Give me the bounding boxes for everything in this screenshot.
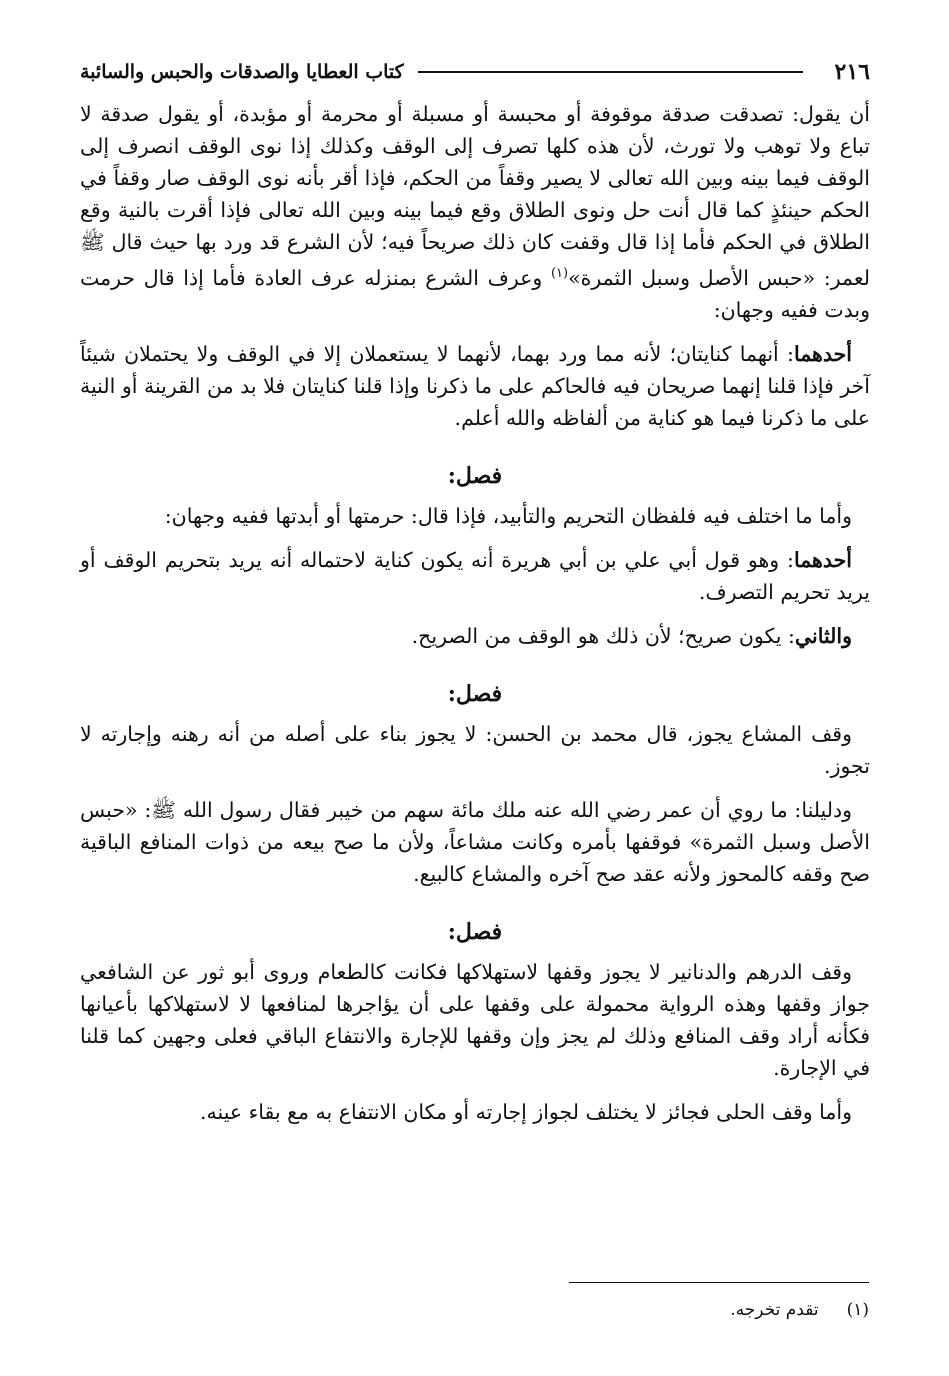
page-body	[80, 52, 870, 1128]
paragraph-5-text: : يكون صريح؛ لأن ذلك هو الوقف من الصريح.	[411, 623, 795, 648]
footnote-number: (١)	[846, 1300, 869, 1320]
paragraph-3: وأما ما اختلف فيه فلفظان التحريم والتأبيد، فإذا قال: حرمتها أو أبدتها ففيه وجهان:	[164, 503, 852, 528]
paragraph-1-text: أن يقول: تصدقت صدقة موقوفة أو محبسة أو مسبلة أو محرمة أو مؤبدة، أو يقول صدقة لا تباع ولا توهب ولا تورث، لأن هذه كلها تصرف إلى الوقف وكذلك إذا نوى الوقف انصرف إلى الوقف فيما بينه وبين الله تعالى لا يصير وقفاً من الحكم، فإذا أقر بأنه نوى الوقف صار وقفاً في الحكم حينئذٍ كما قال أنت حل ونوى الطلاق وقع فيما بينه وبين الله تعالى فإذا أقرت بالنية وقع الطلاق في الحكم فأما إذا قال وقفت كان ذلك صريحاً فيه؛ لأن الشرع قد ورد بها حيث قال ﷺ لعمر: «حبس الأصل وسبل الثمرة»	[80, 102, 870, 290]
paragraph-5	[80, 620, 870, 652]
running-title: كتاب العطايا والصدقات والحبس والسائبة	[80, 61, 404, 83]
header-rule	[418, 71, 803, 73]
paragraph-4-text: : وهو قول أبي علي بن أبي هريرة أنه يكون كناية لاحتماله أنه يريد بتحريم الوقف أو يريد تحريم التصرف.	[80, 547, 870, 604]
paragraph-9: وأما وقف الحلى فجائز لا يختلف لجواز إجارته أو مكان الانتفاع به مع بقاء عينه.	[200, 1099, 852, 1124]
footnote-text: تقدم تخرجه.	[730, 1300, 819, 1320]
footnote-reference[interactable]: (١)	[550, 266, 569, 281]
page-header	[80, 52, 870, 92]
paragraph-4	[80, 544, 870, 608]
paragraph-1-tail: وعرف الشرع بمنزله عرف العادة فأما إذا قال حرمت وبدت ففيه وجهان:	[80, 265, 870, 322]
section-heading-2: فصل:	[447, 680, 503, 707]
paragraph-1	[80, 98, 870, 326]
footnote	[730, 1296, 869, 1324]
paragraph-2-lead: أحدهما	[793, 341, 852, 366]
paragraph-4-lead: أحدهما	[793, 547, 852, 572]
section-heading-1: فصل:	[447, 462, 503, 489]
section-heading-3: فصل:	[447, 918, 503, 945]
paragraph-7: ودليلنا: ما روي أن عمر رضي الله عنه ملك مائة سهم من خيبر فقال رسول الله ﷺ: «حبس الأصل وسبل الثمرة» فوقفها بأمره وكانت مشاعاً، ولأن ما صح بيعه من ذوات المنافع الباقية صح وقفه كالمحوز ولأنه عقد صح آخره والمشاع كالبيع.	[80, 797, 870, 886]
paragraph-5-lead: والثاني	[794, 623, 852, 648]
paragraph-6: وقف المشاع يجوز، قال محمد بن الحسن: لا يجوز بناء على أصله من أنه رهنه وإجارته لا تجوز.	[80, 721, 870, 778]
paragraph-2-text: : أنهما كنايتان؛ لأنه مما ورد بهما، لأنهما لا يستعملان إلا في الوقف ولا يحتملان شيئاً آخر فإذا قلنا إنهما صريحان فيه فالحاكم على ما ذكرنا وإذا قلنا كنايتان فلا بد من القرينة أو النية على ما ذكرنا فيما هو كناية من ألفاظه والله أعلم.	[80, 341, 870, 430]
page-number: ٢١٦	[834, 59, 870, 85]
paragraph-8: وقف الدرهم والدنانير لا يجوز وقفها لاستهلاكها فكانت كالطعام وروى أبو ثور عن الشافعي جواز وقفها وهذه الرواية محمولة على وقفها على أن يؤاجرها لمنافعها لا لاستهلاكها بأعيانها فكأنه أراد وقف المنافع وذلك لم يجز وإن وقفها للإجارة والانتفاع الباقي فعلى وجهين كما قلنا في الإجارة.	[80, 959, 870, 1080]
footnote-rule	[569, 1282, 869, 1283]
paragraph-2	[80, 338, 870, 434]
